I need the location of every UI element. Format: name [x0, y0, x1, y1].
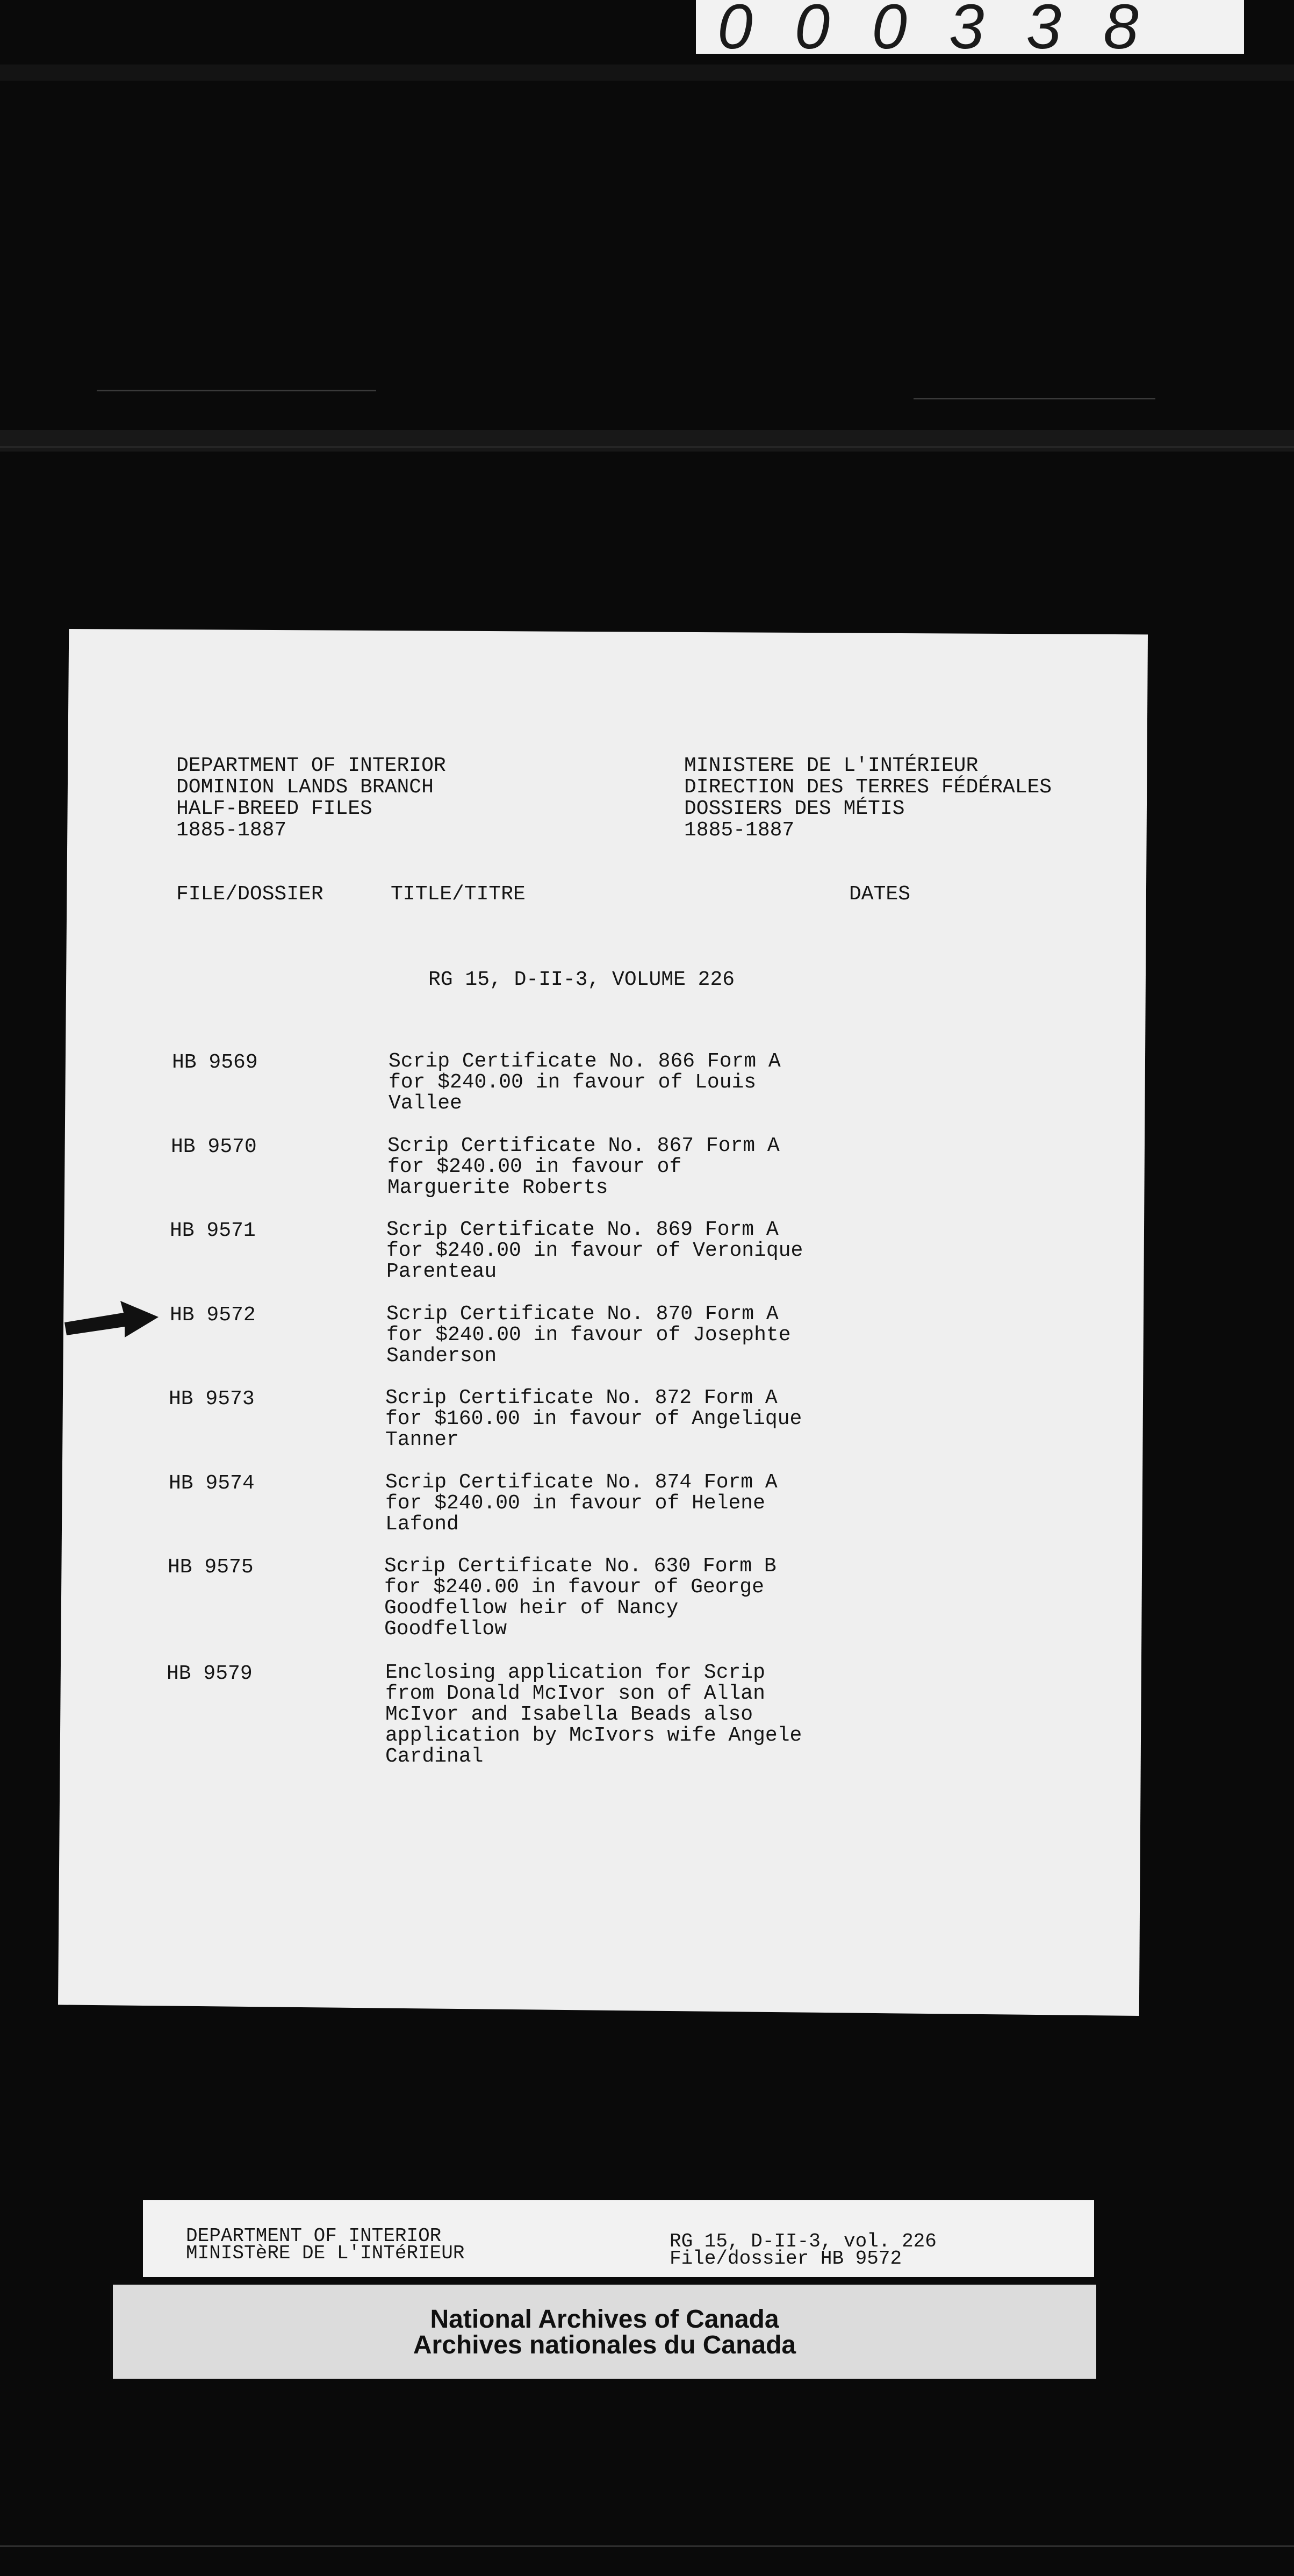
film-band	[0, 65, 1294, 81]
header-english	[176, 755, 446, 841]
entry-line: Goodfellow heir of Nancy	[384, 1597, 679, 1620]
file-number: HB 9572	[170, 1304, 256, 1327]
header-line: DOMINION LANDS BRANCH	[176, 776, 434, 799]
column-header-file: FILE/DOSSIER	[176, 883, 324, 906]
volume-reference: RG 15, D-II-3, VOLUME 226	[428, 968, 735, 991]
entry-line: Scrip Certificate No. 866 Form A	[389, 1050, 781, 1073]
entry-title	[385, 1472, 896, 1535]
film-scratch	[0, 446, 1294, 448]
entry-line: Scrip Certificate No. 872 Form A	[385, 1386, 778, 1409]
entry-line: for $240.00 in favour of George	[384, 1576, 764, 1599]
footer-department: DEPARTMENT OF INTERIOR	[186, 2225, 442, 2247]
film-scratch	[0, 2545, 1294, 2547]
entry-line: for $240.00 in favour of Louis	[389, 1071, 757, 1094]
entry-title	[387, 1135, 898, 1198]
file-number: HB 9571	[170, 1219, 256, 1242]
arrow-pointer-icon	[64, 1296, 161, 1344]
footer-ministere: MINISTèRE DE L'INTéRIEUR	[186, 2242, 465, 2264]
film-band	[0, 430, 1294, 452]
entry-line: McIvor and Isabella Beads also	[385, 1703, 753, 1726]
header-line: DOSSIERS DES MÉTIS	[684, 797, 905, 820]
entry-title	[385, 1662, 896, 1767]
film-scratch	[97, 390, 376, 391]
entry-line: for $160.00 in favour of Angelique	[385, 1407, 802, 1430]
film-scratch	[914, 398, 1155, 399]
file-number: HB 9569	[172, 1051, 258, 1074]
entry-line: Parenteau	[386, 1260, 497, 1283]
microfilm-label	[143, 2200, 1094, 2277]
entry-line: Marguerite Roberts	[387, 1176, 608, 1199]
entry-line: Sanderson	[386, 1344, 497, 1368]
footer-file: File/dossier HB 9572	[670, 2248, 902, 2270]
column-header-dates: DATES	[849, 883, 911, 906]
archives-label	[113, 2285, 1096, 2379]
entry-line: Lafond	[385, 1513, 459, 1536]
header-french	[684, 755, 1052, 841]
entry-line: for $240.00 in favour of Helene	[385, 1492, 765, 1515]
entry-line: from Donald McIvor son of Allan	[385, 1682, 765, 1705]
entry-line: Scrip Certificate No. 874 Form A	[385, 1471, 778, 1494]
entry-line: Cardinal	[385, 1745, 484, 1768]
archives-english: National Archives of Canada	[430, 2305, 779, 2334]
file-number: HB 9574	[169, 1472, 255, 1495]
entry-line: Scrip Certificate No. 869 Form A	[386, 1218, 779, 1241]
entry-title	[384, 1556, 895, 1640]
file-number: HB 9573	[169, 1387, 255, 1411]
entry-title	[386, 1304, 897, 1366]
file-number: HB 9579	[167, 1662, 253, 1685]
entry-line: Tanner	[385, 1428, 459, 1451]
header-line: MINISTERE DE L'INTÉRIEUR	[684, 754, 979, 777]
entry-line: Enclosing application for Scrip	[385, 1661, 765, 1684]
entry-line: for $240.00 in favour of Josephte	[386, 1323, 791, 1347]
entry-title	[389, 1051, 899, 1114]
header-line: 1885-1887	[176, 819, 287, 842]
archives-french: Archives nationales du Canada	[413, 2331, 796, 2359]
entry-line: Scrip Certificate No. 870 Form A	[386, 1303, 779, 1326]
header-line: DIRECTION DES TERRES FÉDÉRALES	[684, 776, 1052, 799]
entry-line: for $240.00 in favour of	[387, 1155, 682, 1178]
entry-line: application by McIvors wife Angele	[385, 1724, 802, 1747]
entry-title	[386, 1219, 897, 1282]
frame-number: 000338	[696, 0, 1244, 54]
header-line: 1885-1887	[684, 819, 795, 842]
header-line: DEPARTMENT OF INTERIOR	[176, 754, 446, 777]
entry-line: Scrip Certificate No. 867 Form A	[387, 1134, 780, 1157]
entry-line: for $240.00 in favour of Veronique	[386, 1239, 803, 1262]
file-number: HB 9575	[168, 1556, 254, 1579]
entry-line: Vallee	[389, 1092, 462, 1115]
column-header-title: TITLE/TITRE	[391, 883, 526, 906]
file-number: HB 9570	[171, 1135, 257, 1158]
footer-reference: RG 15, D-II-3, vol. 226	[670, 2230, 937, 2252]
entry-line: Scrip Certificate No. 630 Form B	[384, 1555, 777, 1578]
entry-line: Goodfellow	[384, 1618, 507, 1641]
header-line: HALF-BREED FILES	[176, 797, 372, 820]
entry-title	[385, 1387, 896, 1450]
